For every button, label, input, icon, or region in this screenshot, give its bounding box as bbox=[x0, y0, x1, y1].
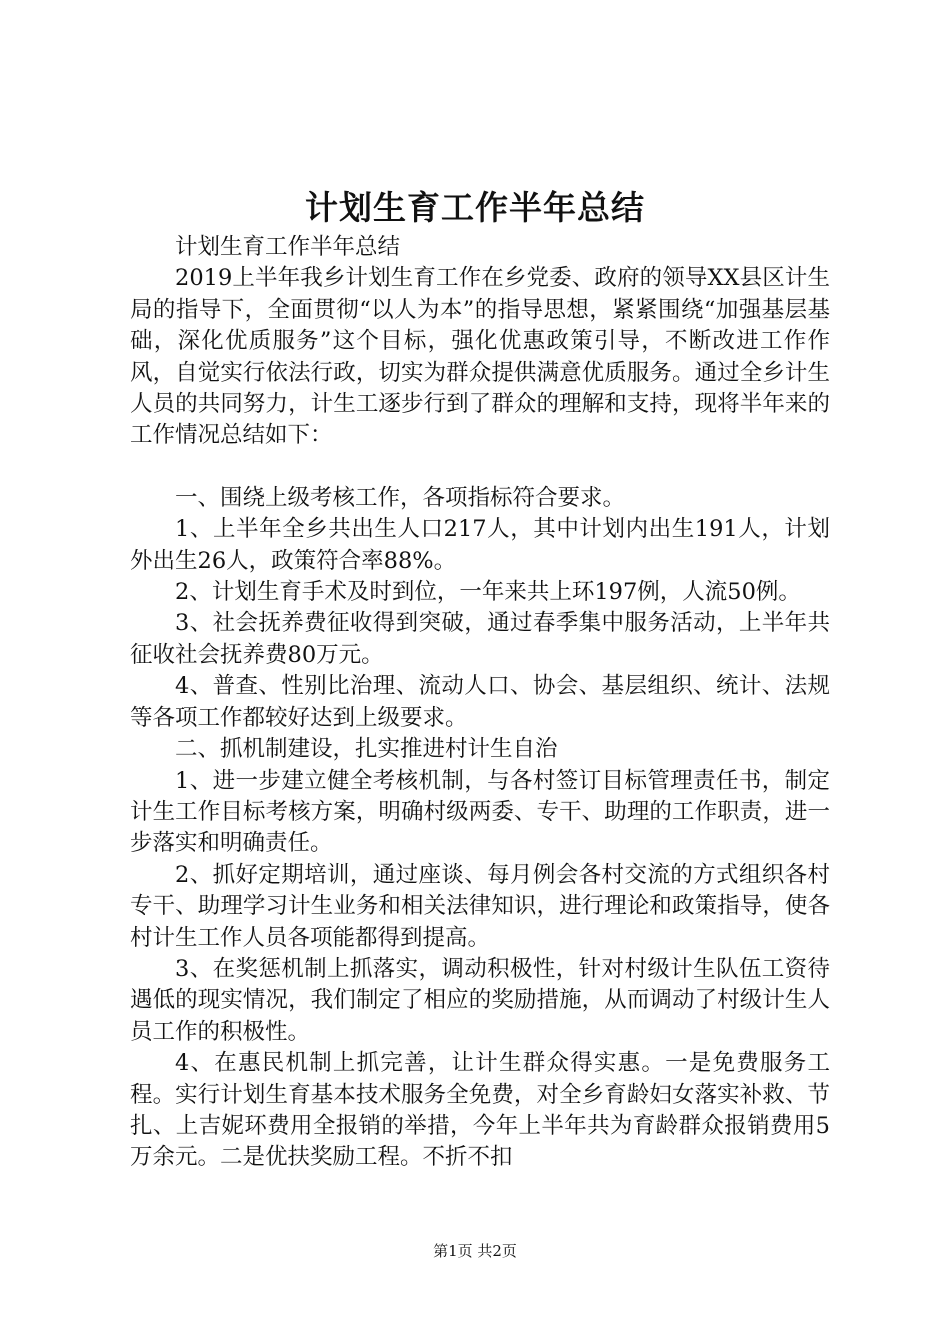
paragraph-item: 2、抓好定期培训，通过座谈、每月例会各村交流的方式组织各村专干、助理学习计生业务和相关法律知识，进行理论和政策指导，使各村计生工作人员各项能都得到提高。 bbox=[130, 861, 830, 951]
section-heading-2: 二、抓机制建设，扎实推进村计生自治 bbox=[175, 736, 558, 763]
paragraph-subtitle: 计划生育工作半年总结 bbox=[175, 234, 401, 260]
paragraph-item: 4、普查、性别比治理、流动人口、协会、基层组织、统计、法规等各项工作都较好达到上级要求。 bbox=[130, 673, 830, 731]
document-body bbox=[130, 232, 830, 1174]
paragraph-item: 3、社会抚养费征收得到突破，通过春季集中服务活动，上半年共征收社会抚养费80万元。 bbox=[130, 610, 830, 668]
document-title: 计划生育工作半年总结 bbox=[305, 188, 645, 227]
paragraph-item: 4、在惠民机制上抓完善，让计生群众得实惠。一是免费服务工程。实行计划生育基本技术服务全免费，对全乡育龄妇女落实补救、节扎、上吉妮环费用全报销的举措，今年上半年共为育龄群众报销费用5万余元。二是优扶奖励工程。不折不扣 bbox=[130, 1050, 830, 1171]
page-number-footer: 第1页 共2页 bbox=[433, 1242, 517, 1260]
section-heading-1: 一、围绕上级考核工作，各项指标符合要求。 bbox=[175, 484, 626, 511]
paragraph-item: 1、进一步建立健全考核机制，与各村签订目标管理责任书，制定计生工作目标考核方案，明确村级两委、专干、助理的工作职责，进一步落实和明确责任。 bbox=[130, 767, 830, 857]
paragraph-intro: 2019上半年我乡计划生育工作在乡党委、政府的领导XX县区计生局的指导下，全面贯彻“以人为本”的指导思想，紧紧围绕“加强基层基础，深化优质服务”这个目标，强化优惠政策引导，不断改进工作作风，自觉实行依法行政，切实为群众提供满意优质服务。通过全乡计生人员的共同努力，计生工逐步行到了群众的理解和支持，现将半年来的工作情况总结如下： bbox=[130, 265, 830, 449]
paragraph-item: 1、上半年全乡共出生人口217人，其中计划内出生191人，计划外出生26人，政策符合率88%。 bbox=[130, 516, 830, 574]
paragraph-item: 3、在奖惩机制上抓落实，调动积极性，针对村级计生队伍工资待遇低的现实情况，我们制定了相应的奖励措施，从而调动了村级计生人员工作的积极性。 bbox=[130, 955, 830, 1045]
paragraph-item: 2、计划生育手术及时到位，一年来共上环197例，人流50例。 bbox=[175, 579, 801, 606]
